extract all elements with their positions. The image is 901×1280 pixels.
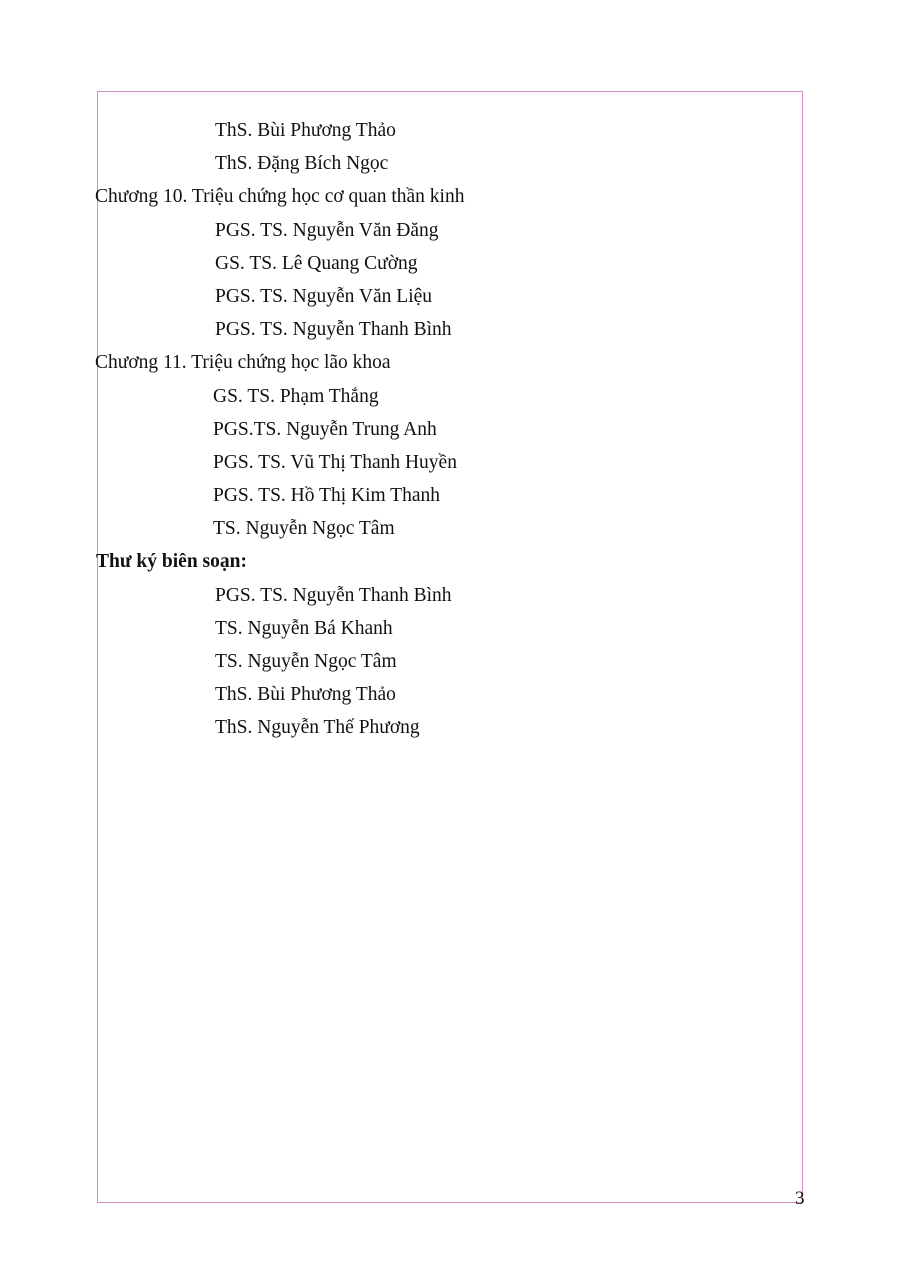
document-body xyxy=(0,114,901,745)
author-line: PGS.TS. Nguyễn Trung Anh xyxy=(213,418,437,440)
author-line: ThS. Đặng Bích Ngọc xyxy=(215,153,389,175)
author-line: ThS. Bùi Phương Thảo xyxy=(215,120,396,141)
author-line: PGS. TS. Nguyễn Văn Liệu xyxy=(215,285,433,307)
author-line: GS. TS. Phạm Thắng xyxy=(213,385,379,407)
chapter-title: Chương 11. Triệu chứng học lão khoa xyxy=(95,352,391,374)
author-line: TS. Nguyễn Ngọc Tâm xyxy=(213,518,395,540)
section-heading: Thư ký biên soạn: xyxy=(96,551,247,573)
author-line: TS. Nguyễn Ngọc Tâm xyxy=(215,651,397,672)
author-line: PGS. TS. Nguyễn Thanh Bình xyxy=(215,584,452,606)
author-line: PGS. TS. Nguyễn Văn Đăng xyxy=(215,219,439,241)
author-line: PGS. TS. Nguyễn Thanh Bình xyxy=(215,319,452,341)
page-number: 3 xyxy=(795,1188,805,1209)
author-line: PGS. TS. Hồ Thị Kim Thanh xyxy=(213,485,440,507)
author-line: ThS. Nguyễn Thế Phương xyxy=(215,717,420,739)
author-line: PGS. TS. Vũ Thị Thanh Huyền xyxy=(213,451,457,473)
author-line: TS. Nguyễn Bá Khanh xyxy=(215,617,393,639)
chapter-title: Chương 10. Triệu chứng học cơ quan thần kinh xyxy=(95,186,465,208)
author-line: ThS. Bùi Phương Thảo xyxy=(215,684,396,706)
author-line: GS. TS. Lê Quang Cường xyxy=(215,252,418,274)
